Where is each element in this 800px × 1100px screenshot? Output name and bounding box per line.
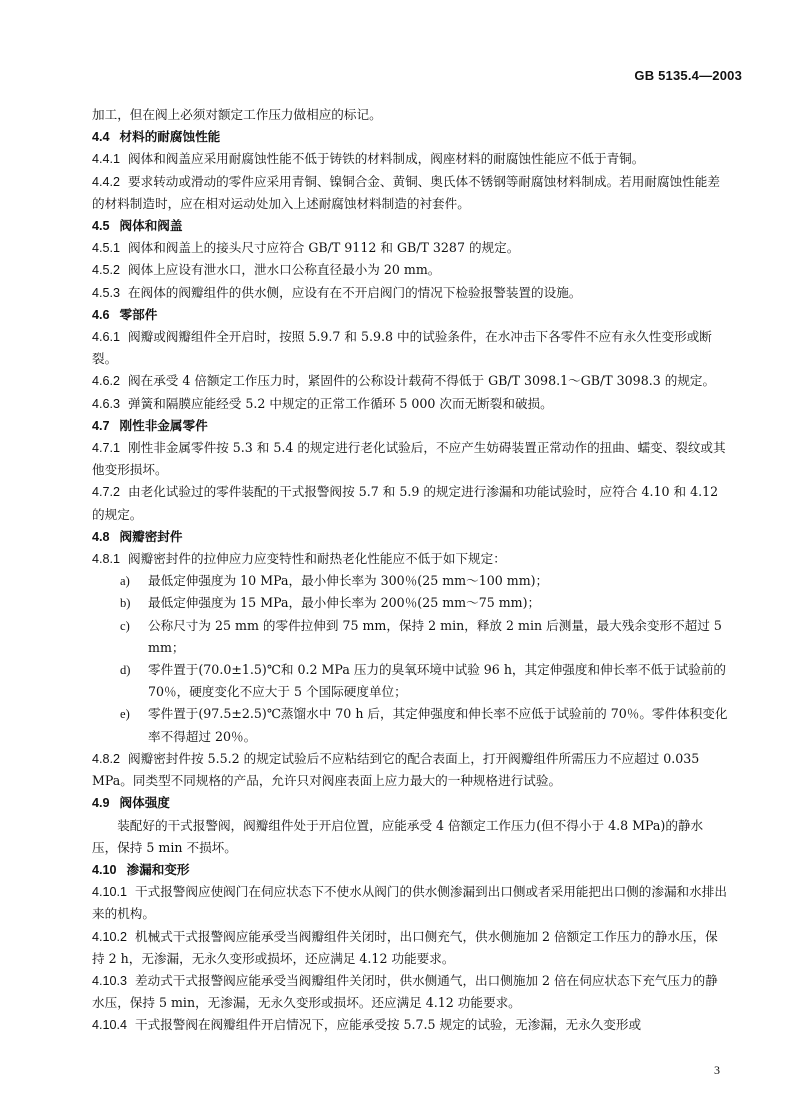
clause-4-8-1: [92, 548, 728, 570]
section-number: 4.9: [92, 796, 110, 811]
clause-4-5-2: [92, 259, 728, 281]
clause-4-6-3: [92, 393, 728, 415]
section-title: 渗漏和变形: [126, 861, 190, 877]
clause-4-4-2: [92, 171, 728, 215]
clause-text: 阀瓣密封件按 5.5.2 的规定试验后不应粘结到它的配合表面上，打开阀瓣组件所需压力不应超过 0.035 MPa。同类型不同规格的产品，允许只对阀座表面上应力最大的一种规格进行试验。: [92, 750, 700, 789]
list-item-d: [120, 659, 728, 703]
list-item-e: [120, 703, 728, 747]
paragraph-intro: 加工，但在阀上必须对额定工作压力做相应的标记。: [92, 107, 382, 122]
clause-text: 在阀体的阀瓣组件的供水侧，应设有在不开启阀门的情况下检验报警装置的设施。: [128, 284, 582, 300]
list-item-text: 最低定伸强度为 10 MPa，最小伸长率为 300％(25 mm～100 mm)；: [148, 573, 549, 589]
section-title: 阀体强度: [119, 795, 170, 811]
section-title: 阀瓣密封件: [119, 528, 183, 544]
section-heading-4-9: [92, 792, 728, 814]
list-marker: c): [120, 618, 130, 633]
list-item-c: [120, 615, 728, 659]
clause-number: 4.4.1: [92, 152, 121, 167]
paragraph-4-9: 装配好的干式报警阀，阀瓣组件处于开启位置，应能承受 4 倍额定工作压力(但不得小于 4.8 MPa)的静水压，保持 5 min 不损坏。: [92, 817, 704, 855]
clause-text: 由老化试验过的零件装配的干式报警阀按 5.7 和 5.9 的规定进行渗漏和功能试验时，应符合 4.10 和 4.12 的规定。: [92, 484, 719, 522]
section-number: 4.4: [92, 130, 110, 145]
section-title: 刚性非金属零件: [119, 417, 208, 433]
clause-number: 4.4.2: [92, 174, 121, 189]
clause-4-10-3: [92, 970, 728, 1014]
clause-4-5-3: [92, 282, 728, 304]
clause-text: 要求转动或滑动的零件应采用青铜、镍铜合金、黄铜、奥氏体不锈钢等耐腐蚀材料制成。若用耐腐蚀性能差的材料制造时，应在相对运动处加入上述耐腐蚀材料制造的衬套件。: [92, 173, 720, 211]
section-heading-4-7: [92, 415, 728, 437]
clause-text: 阀瓣密封件的拉伸应力应变特性和耐热老化性能应不低于如下规定：: [128, 551, 506, 567]
clause-text: 弹簧和隔膜应能经受 5.2 中规定的正常工作循环 5 000 次而无断裂和破损。: [128, 395, 553, 411]
clause-4-6-2: [92, 370, 728, 392]
clause-4-10-4: [92, 1014, 728, 1036]
clause-number: 4.5.2: [92, 263, 121, 278]
clause-number: 4.10.4: [92, 1018, 128, 1033]
list-item-text: 零件置于(70.0±1.5)℃和 0.2 MPa 压力的臭氧环境中试验 96 h，其定伸强度和伸长率不低于试验前的 70％，硬度变化不应大于 5 个国际硬度单位；: [148, 662, 727, 700]
clause-number: 4.6.2: [92, 374, 121, 389]
section-heading-4-6: [92, 304, 728, 326]
clause-text: 差动式干式报警阀应能承受当阀瓣组件关闭时，供水侧通气，出口侧施加 2 倍在伺应状态下充气压力的静水压，保持 5 min，无渗漏，无永久变形或损坏。还应满足 4.12 功能要求。: [92, 972, 718, 1011]
clause-text: 刚性非金属零件按 5.3 和 5.4 的规定进行老化试验后，不应产生妨碍装置正常动作的扭曲、蠕变、裂纹或其他变形损坏。: [92, 440, 726, 478]
clause-number: 4.5.3: [92, 285, 121, 300]
clause-number: 4.8.1: [92, 552, 121, 567]
clause-number: 4.6.1: [92, 330, 121, 345]
page-number: 3: [714, 1063, 720, 1077]
clause-text: 干式报警阀应使阀门在伺应状态下不使水从阀门的供水侧渗漏到出口侧或者采用能把出口侧的渗漏和水排出来的机构。: [92, 884, 727, 922]
section-heading-4-8: [92, 526, 728, 548]
section-title: 零部件: [119, 306, 158, 322]
list-item-b: [120, 592, 728, 614]
clause-number: 4.5.1: [92, 241, 121, 256]
list-item-text: 零件置于(97.5±2.5)℃蒸馏水中 70 h 后，其定伸强度和伸长率不应低于试验前的 70％。零件体积变化率不得超过 20％。: [148, 706, 728, 744]
clause-number: 4.8.2: [92, 751, 121, 766]
section-number: 4.6: [92, 307, 110, 322]
section-number: 4.8: [92, 529, 110, 544]
clause-number: 4.7.1: [92, 441, 121, 456]
clause-text: 阀瓣或阀瓣组件全开启时，按照 5.9.7 和 5.9.8 中的试验条件，在水冲击下各零件不应有永久性变形或断裂。: [92, 329, 712, 367]
list-marker: e): [120, 707, 130, 722]
clause-number: 4.10.1: [92, 885, 128, 900]
clause-number: 4.10.3: [92, 973, 128, 988]
clause-number: 4.7.2: [92, 485, 121, 500]
list-item-a: [120, 570, 728, 592]
list-marker: b): [120, 596, 131, 611]
clause-text: 机械式干式报警阀应能承受当阀瓣组件关闭时，出口侧充气，供水侧施加 2 倍额定工作压力的静水压，保持 2 h，无渗漏，无永久变形或损坏，还应满足 4.12 功能要求。: [92, 928, 718, 966]
clause-text: 干式报警阀在阀瓣组件开启情况下，应能承受按 5.7.5 规定的试验，无渗漏，无永久变形或: [135, 1017, 642, 1033]
document-body: [92, 104, 728, 1037]
section-heading-4-10: [92, 859, 728, 881]
standard-code: GB 5135.4—2003: [634, 68, 742, 83]
clause-4-4-1: [92, 148, 728, 170]
list-item-text: 公称尺寸为 25 mm 的零件拉伸到 75 mm，保持 2 min，释放 2 min 后测量，最大残余变形不超过 5 mm；: [148, 617, 722, 655]
clause-number: 4.10.2: [92, 929, 128, 944]
section-title: 材料的耐腐蚀性能: [119, 129, 221, 145]
clause-4-5-1: [92, 237, 728, 259]
clause-4-10-1: [92, 881, 728, 925]
section-number: 4.7: [92, 418, 110, 433]
clause-text: 阀体上应设有泄水口，泄水口公称直径最小为 20 mm。: [128, 262, 441, 278]
section-number: 4.10: [92, 862, 117, 877]
clause-4-8-2: [92, 748, 728, 792]
list-marker: a): [120, 574, 130, 589]
clause-4-7-2: [92, 481, 728, 525]
clause-text: 阀体和阀盖上的接头尺寸应符合 GB/T 9112 和 GB/T 3287 的规定。: [128, 240, 520, 256]
section-heading-4-4: [92, 126, 728, 148]
clause-4-10-2: [92, 926, 728, 970]
clause-text: 阀体和阀盖应采用耐腐蚀性能不低于铸铁的材料制成，阀座材料的耐腐蚀性能应不低于青铜。: [128, 151, 645, 167]
clause-4-7-1: [92, 437, 728, 481]
clause-number: 4.6.3: [92, 396, 121, 411]
section-title: 阀体和阀盖: [119, 218, 183, 234]
section-number: 4.5: [92, 219, 110, 234]
section-heading-4-5: [92, 215, 728, 237]
clause-4-6-1: [92, 326, 728, 370]
list-marker: d): [120, 663, 131, 678]
list-item-text: 最低定伸强度为 15 MPa，最小伸长率为 200％(25 mm～75 mm)；: [148, 595, 541, 611]
clause-text: 阀在承受 4 倍额定工作压力时，紧固件的公称设计载荷不得低于 GB/T 3098.1～GB/T 3098.3 的规定。: [128, 373, 716, 389]
